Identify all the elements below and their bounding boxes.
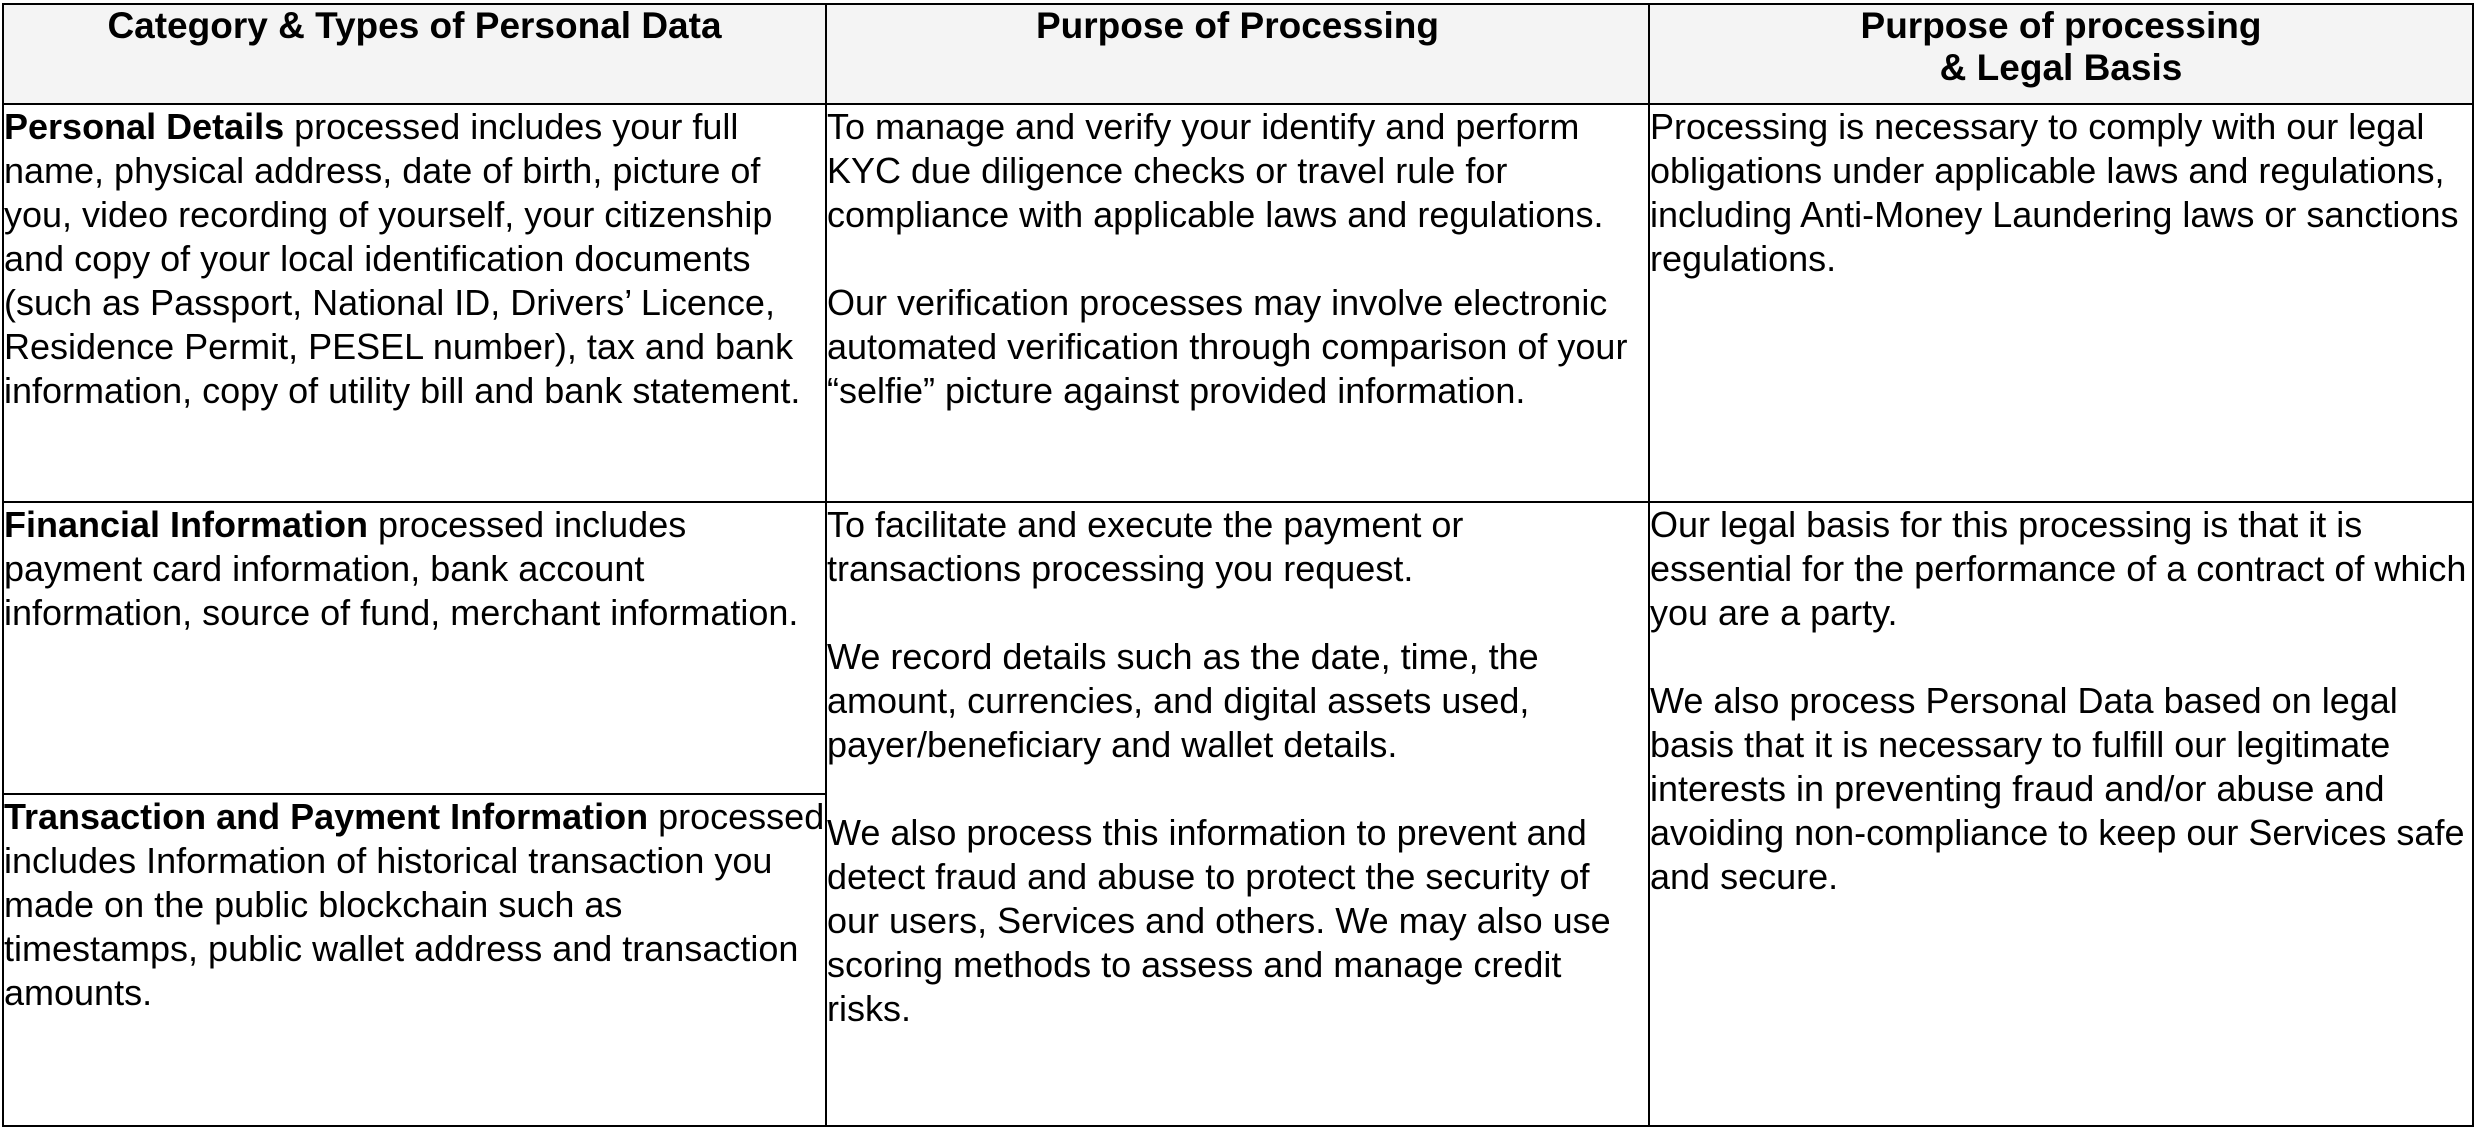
header-category: Category & Types of Personal Data xyxy=(3,4,826,104)
category-description: processed includes Information of historical transaction you made on the public blockchain such as timestamps, public wallet address and transaction amounts. xyxy=(4,796,825,1013)
cell-category-personal-details xyxy=(3,104,826,502)
purpose-paragraph: Our verification processes may involve electronic automated verification through comparison of your “selfie” picture against provided information. xyxy=(827,282,1628,411)
category-title: Personal Details xyxy=(4,106,285,147)
category-title: Transaction and Payment Information xyxy=(4,796,649,837)
legal-basis-paragraph: Our legal basis for this processing is that it is essential for the performance of a contract of which you are a party. xyxy=(1650,504,2467,633)
legal-basis-paragraph: Processing is necessary to comply with our legal obligations under applicable laws and regulations, including Anti-Money Laundering laws or sanctions regulations. xyxy=(1650,106,2459,279)
cell-legal-basis-personal-details xyxy=(1649,104,2473,502)
personal-data-table xyxy=(2,3,2474,1127)
header-purpose: Purpose of Processing xyxy=(826,4,1649,104)
table-header-row xyxy=(3,4,2473,104)
table-row xyxy=(3,104,2473,502)
cell-purpose-personal-details xyxy=(826,104,1649,502)
cell-category-transaction-payment xyxy=(3,794,826,1126)
header-legal-basis: Purpose of processing & Legal Basis xyxy=(1649,4,2473,104)
cell-purpose-financial xyxy=(826,502,1649,1126)
cell-category-financial-information xyxy=(3,502,826,794)
purpose-paragraph: We also process this information to prevent and detect fraud and abuse to protect the security of our users, Services and others. We may also use scoring methods to assess and manage credit risks. xyxy=(827,812,1611,1029)
category-description: processed includes your full name, physical address, date of birth, picture of you, video recording of yourself, your citizenship and copy of your local identification documents (such as Passport, National ID, Drivers’ Licence, Residence Permit, PESEL number), tax and bank information, copy of utility bill and bank statement. xyxy=(4,106,801,411)
purpose-paragraph: To facilitate and execute the payment or transactions processing you request. xyxy=(827,504,1464,589)
category-description: processed includes payment card information, bank account information, source of fund, merchant information. xyxy=(4,504,799,633)
purpose-paragraph: We record details such as the date, time, the amount, currencies, and digital assets used, payer/beneficiary and wallet details. xyxy=(827,636,1539,765)
cell-legal-basis-financial xyxy=(1649,502,2473,1126)
table-row xyxy=(3,502,2473,794)
category-title: Financial Information xyxy=(4,504,369,545)
purpose-paragraph: To manage and verify your identify and perform KYC due diligence checks or travel rule for compliance with applicable laws and regulations. xyxy=(827,106,1604,235)
legal-basis-paragraph: We also process Personal Data based on legal basis that it is necessary to fulfill our legitimate interests in preventing fraud and/or abuse and avoiding non-compliance to keep our Services safe and secure. xyxy=(1650,680,2465,897)
